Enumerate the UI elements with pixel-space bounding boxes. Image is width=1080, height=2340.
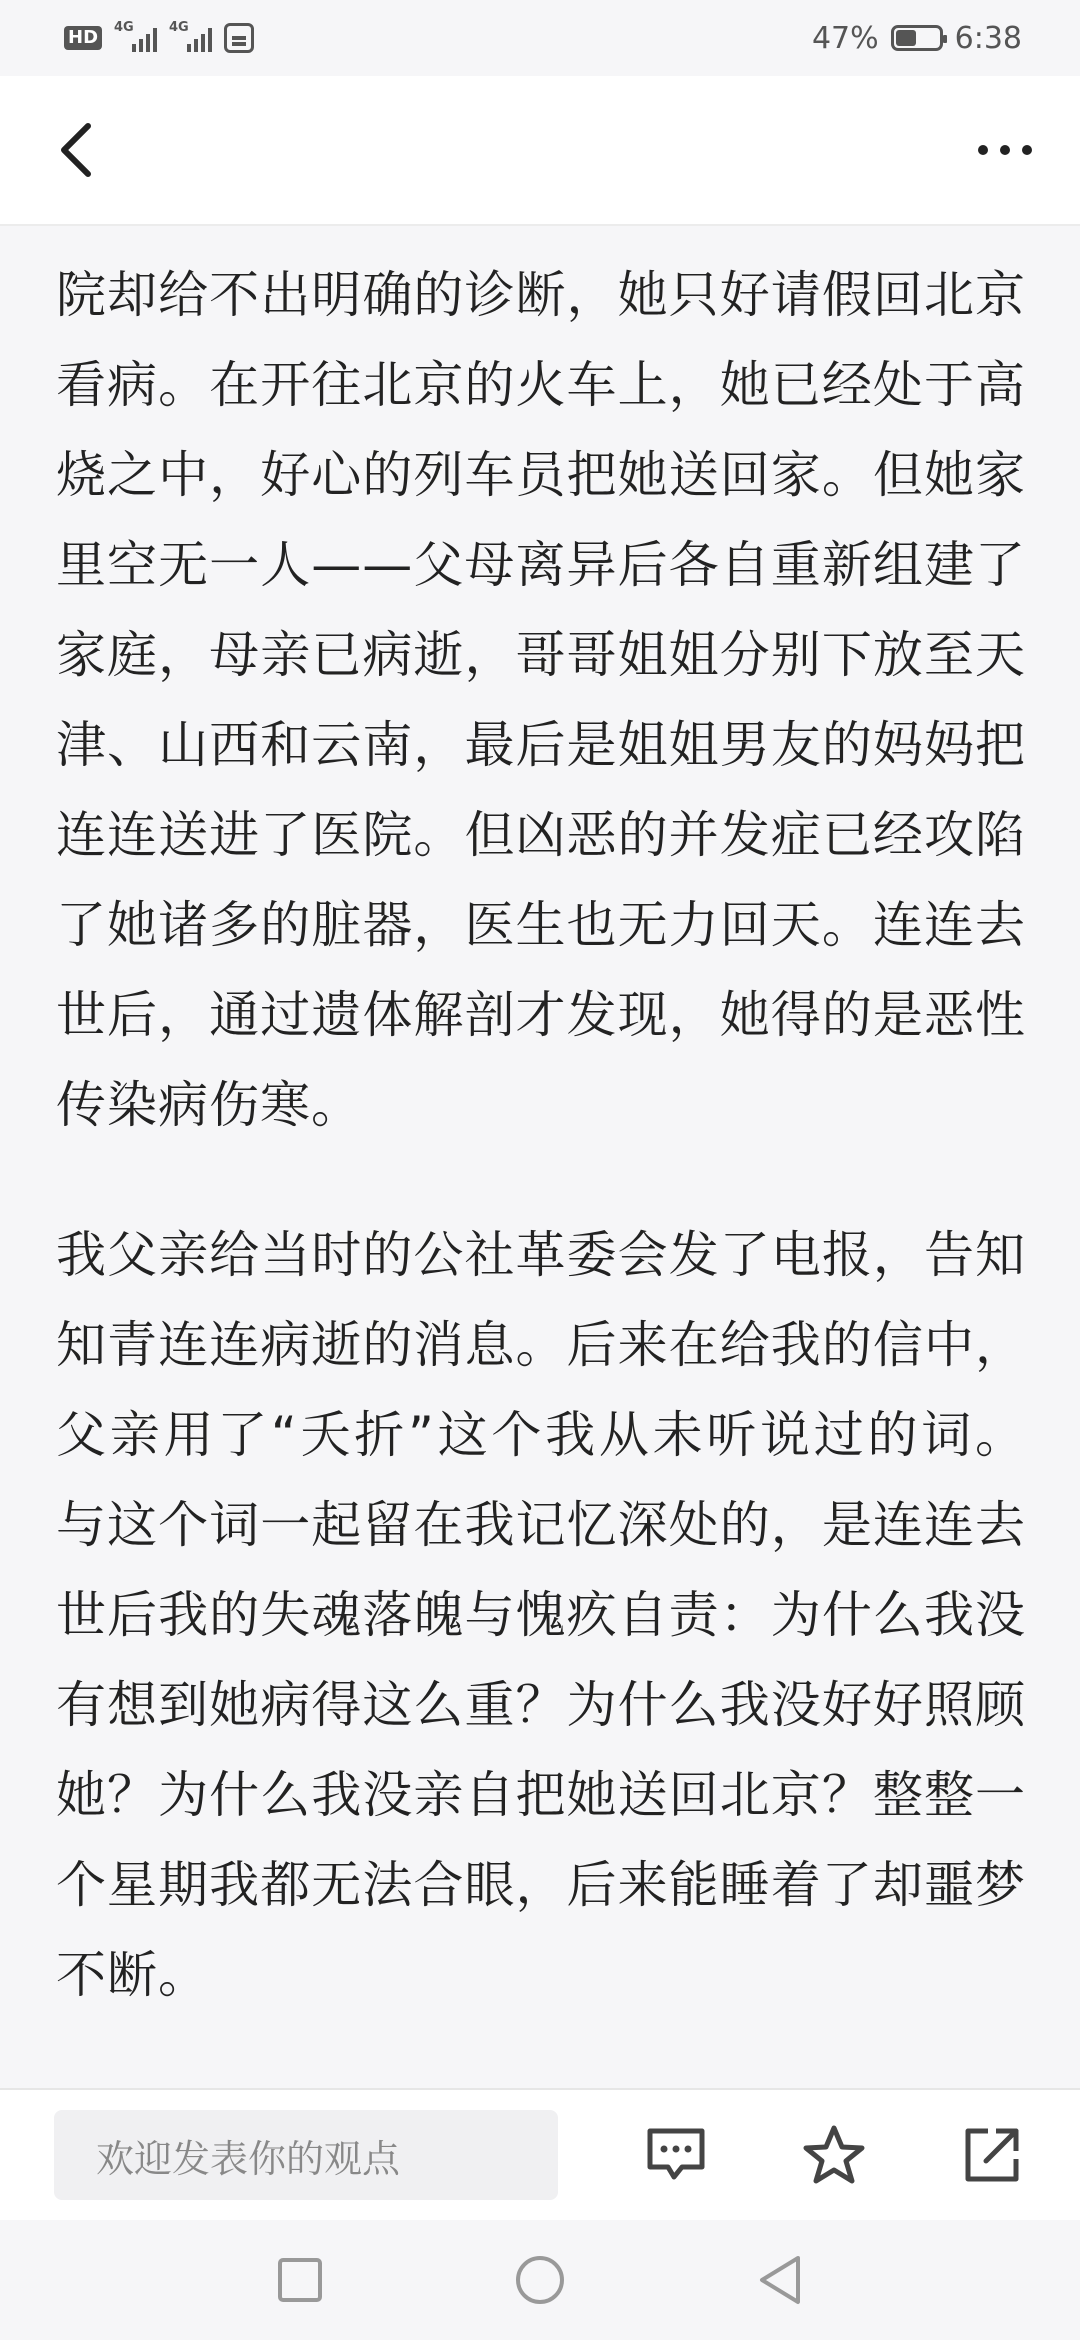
system-nav-bar — [0, 2220, 1080, 2340]
clock: 6:38 — [954, 20, 1022, 56]
top-nav-bar — [0, 76, 1080, 226]
recent-apps-button[interactable] — [270, 2250, 330, 2310]
system-back-button[interactable] — [750, 2250, 810, 2310]
favorite-button[interactable] — [802, 2123, 866, 2187]
article-paragraph: 院却给不出明确的诊断，她只好请假回北京看病。在开往北京的火车上，她已经处于高烧之中，好心的列车员把她送回家。但她家里空无一人——父母离异后各自重新组建了家庭，母亲已病逝，哥哥姐姐分别下放至天津、山西和云南，最后是姐姐男友的妈妈把连连送进了医院。但凶恶的并发症已经攻陷了她诸多的脏器，医生也无力回天。连连去世后，通过遗体解剖才发现，她得的是恶性传染病伤寒。 — [56, 266, 1026, 1134]
back-triangle-icon — [756, 2254, 804, 2306]
more-dot — [1022, 145, 1032, 155]
comment-icon — [644, 2125, 708, 2185]
battery-percent: 47% — [811, 20, 879, 56]
signal-icon-1 — [114, 20, 157, 52]
battery-icon — [891, 25, 943, 51]
network-type-2: 4G — [169, 20, 189, 35]
sim-card-icon — [224, 23, 254, 53]
article-paragraph: 我父亲给当时的公社革委会发了电报，告知知青连连病逝的消息。后来在给我的信中，父亲用了“夭折”这个我从未听说过的词。与这个词一起留在我记忆深处的，是连连去世后我的失魂落魄与愧疚自责：为什么我没有想到她病得这么重？为什么我没好好照顾她？为什么我没亲自把她送回北京？整整一个星期我都无法合眼，后来能睡着了却噩梦不断。 — [56, 1226, 1026, 2004]
status-bar — [0, 0, 1080, 76]
recent-apps-icon — [276, 2256, 324, 2304]
star-icon — [802, 2124, 866, 2186]
share-icon — [962, 2125, 1022, 2185]
signal-icon-2 — [169, 20, 212, 52]
status-right — [812, 21, 1022, 56]
more-dot — [978, 145, 988, 155]
comment-button[interactable] — [644, 2123, 708, 2187]
home-icon — [514, 2254, 566, 2306]
back-button[interactable] — [56, 110, 116, 190]
home-button[interactable] — [510, 2250, 570, 2310]
more-dot — [1000, 145, 1010, 155]
article-body[interactable] — [0, 228, 1080, 2090]
action-icons — [644, 2123, 1040, 2187]
more-options-button[interactable] — [978, 120, 1032, 180]
status-left — [64, 20, 254, 53]
comment-bar — [0, 2088, 1080, 2220]
share-button[interactable] — [960, 2123, 1024, 2187]
hd-badge: HD — [64, 26, 102, 50]
network-type-1: 4G — [114, 20, 134, 35]
comment-input[interactable]: 欢迎发表你的观点 — [54, 2110, 558, 2200]
chevron-left-icon — [56, 120, 96, 180]
